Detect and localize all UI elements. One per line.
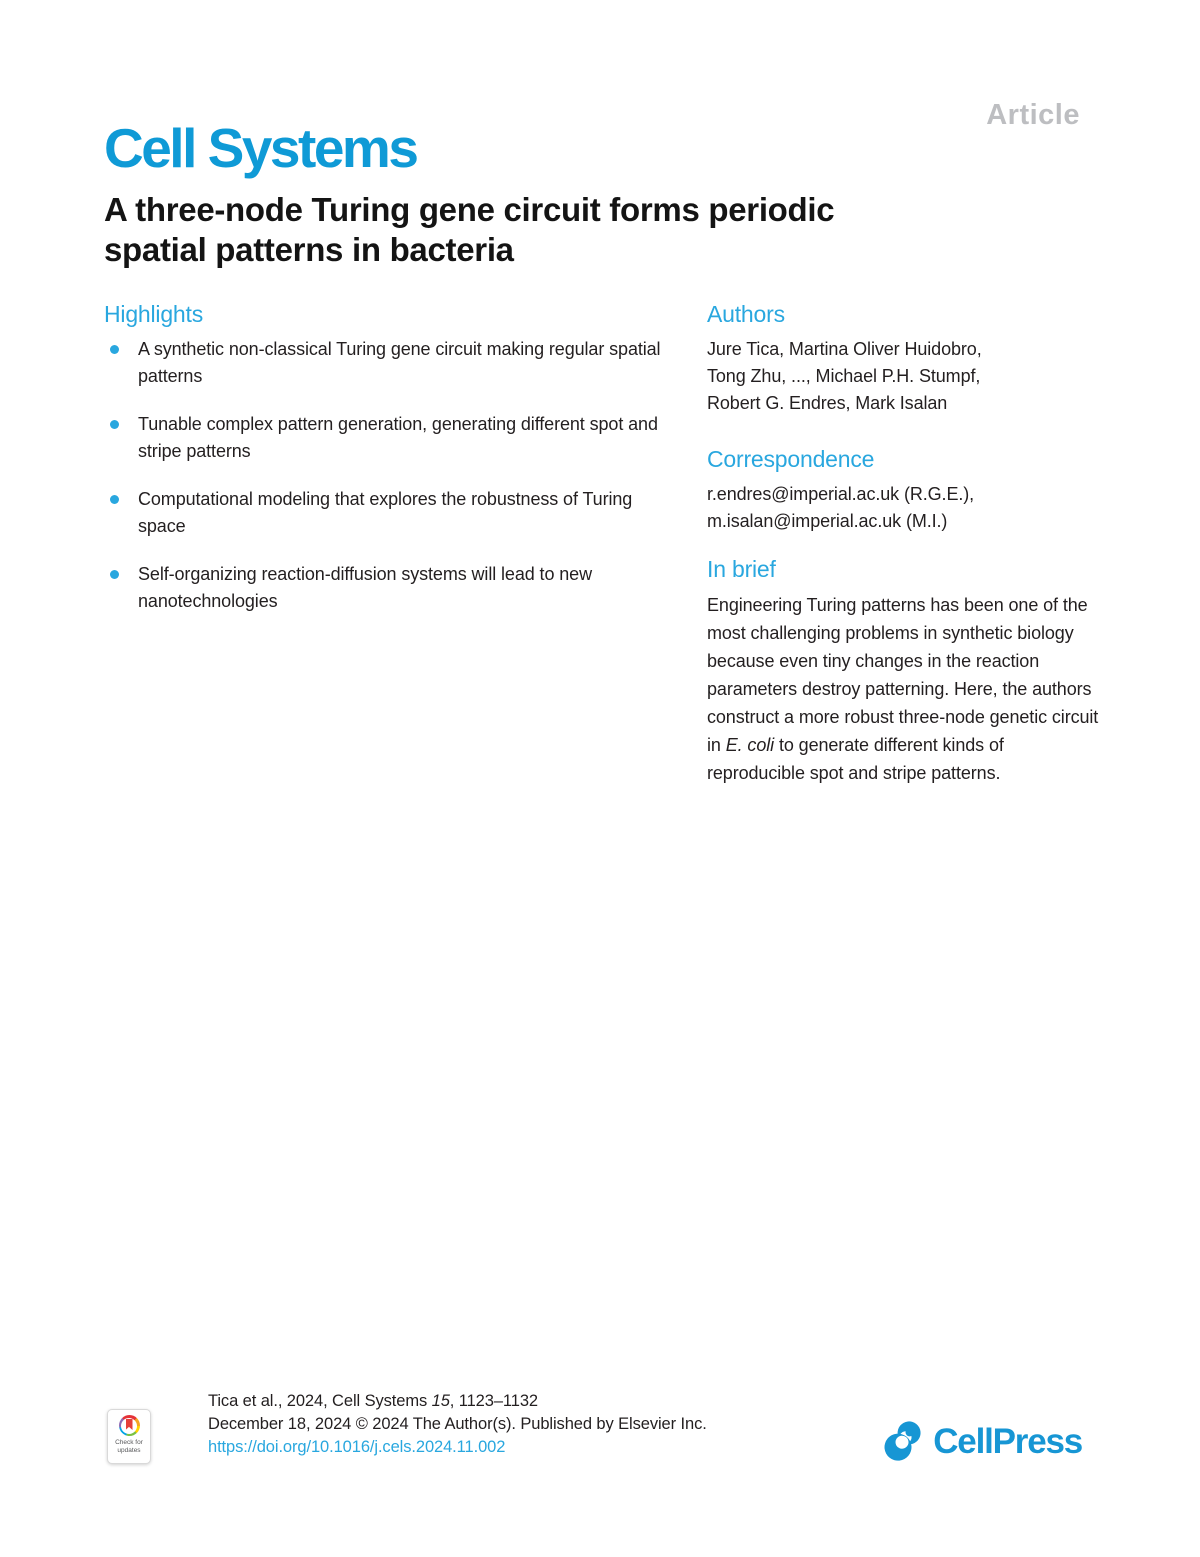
citation-pages: , 1123–1132	[449, 1392, 538, 1410]
correspondence-section	[707, 445, 1099, 535]
check-for-updates-badge[interactable]	[107, 1409, 151, 1464]
in-brief-text-before: Engineering Turing patterns has been one of the most challenging problems in synthetic biology because even tiny changes in the reaction parameters destroy patterning. Here, the authors construct a more robust three-node genetic circuit in	[707, 595, 1099, 755]
badge-caption-line1: Check for	[115, 1439, 143, 1446]
citation-prefix: Tica et al., 2024, Cell Systems	[208, 1392, 432, 1410]
species-name: E. coli	[725, 735, 775, 755]
highlights-section	[104, 300, 684, 636]
correspondence-email[interactable]: r.endres@imperial.ac.uk (R.G.E.),	[707, 484, 975, 504]
author-line: Tong Zhu, ..., Michael P.H. Stumpf,	[707, 366, 981, 386]
author-line: Jure Tica, Martina Oliver Huidobro,	[707, 339, 982, 359]
cellpress-wordmark: CellPress	[933, 1422, 1082, 1461]
citation-volume: 15	[431, 1392, 450, 1410]
correspondence-heading: Correspondence	[707, 446, 875, 472]
meta-column	[707, 300, 1099, 787]
footer-citation	[208, 1390, 707, 1459]
article-type-label: Article	[986, 99, 1080, 131]
in-brief-heading: In brief	[707, 556, 776, 582]
cellpress-logo-mark-icon	[879, 1418, 929, 1467]
bullet-icon	[110, 495, 119, 504]
badge-caption	[115, 1439, 143, 1455]
paper-title-line1: A three-node Turing gene circuit forms periodic	[104, 191, 835, 228]
highlight-text: Computational modeling that explores the robustness of Turing space	[138, 489, 633, 536]
highlight-item	[104, 486, 684, 540]
paper-title	[104, 190, 1064, 270]
highlight-text: A synthetic non-classical Turing gene circuit making regular spatial patterns	[138, 339, 661, 386]
highlight-item	[104, 561, 684, 615]
in-brief-text	[707, 591, 1099, 787]
bullet-icon	[110, 420, 119, 429]
highlights-heading: Highlights	[104, 301, 203, 327]
crossmark-icon	[119, 1415, 140, 1436]
in-brief-section	[707, 555, 1099, 787]
bullet-icon	[110, 345, 119, 354]
authors-heading: Authors	[707, 301, 785, 327]
highlight-text: Tunable complex pattern generation, generating different spot and stripe patterns	[138, 414, 658, 461]
bullet-icon	[110, 570, 119, 579]
highlight-item	[104, 411, 684, 465]
correspondence-email[interactable]: m.isalan@imperial.ac.uk (M.I.)	[707, 511, 948, 531]
highlight-text: Self-organizing reaction-diffusion systems will lead to new nanotechnologies	[138, 564, 592, 611]
publication-line: December 18, 2024 © 2024 The Author(s). Published by Elsevier Inc.	[208, 1415, 707, 1433]
authors-section	[707, 300, 1099, 417]
badge-caption-line2: updates	[117, 1447, 141, 1454]
journal-logo: Cell Systems	[104, 117, 417, 179]
author-line: Robert G. Endres, Mark Isalan	[707, 393, 948, 413]
in-brief-text-after: to generate different kinds of reproducible spot and stripe patterns.	[707, 735, 1004, 783]
citation-line	[208, 1390, 707, 1413]
paper-title-line2: spatial patterns in bacteria	[104, 231, 514, 268]
cellpress-logo[interactable]	[881, 1420, 1082, 1464]
highlight-item	[104, 336, 684, 390]
doi-link[interactable]: https://doi.org/10.1016/j.cels.2024.11.002	[208, 1438, 506, 1456]
